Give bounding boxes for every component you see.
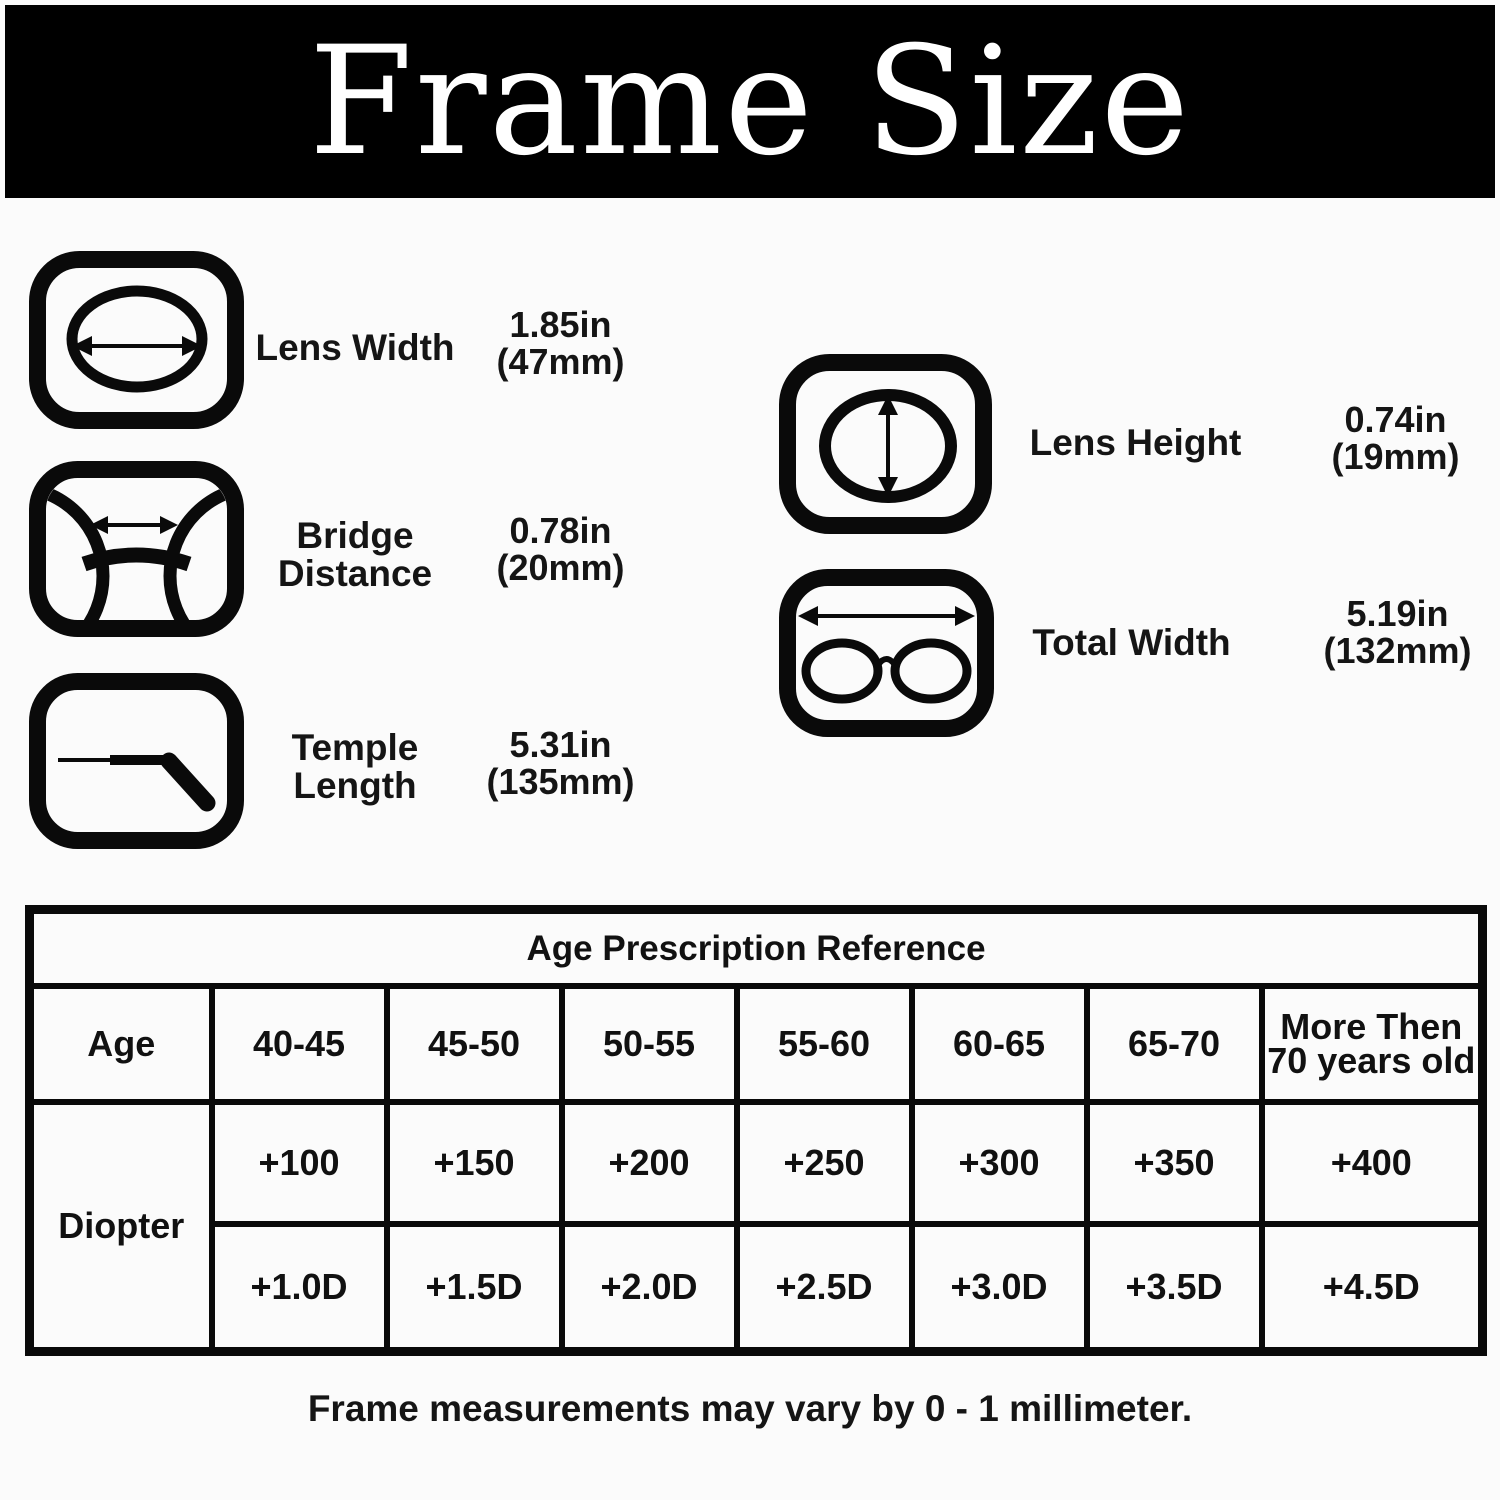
diopter-cell: +1.0D — [212, 1224, 387, 1352]
age-row-header: Age — [30, 986, 212, 1102]
diopter-cell: +200 — [562, 1102, 737, 1224]
age-cell: 65-70 — [1087, 986, 1262, 1102]
diopter-cell: +400 — [1262, 1102, 1483, 1224]
lens-height-value: 0.74in (19mm) — [1331, 399, 1460, 477]
age-cell: 50-55 — [562, 986, 737, 1102]
header-banner — [5, 5, 1495, 198]
lens-width-label: Lens Width — [255, 327, 455, 368]
diopter-cell: +2.0D — [562, 1224, 737, 1352]
diopter-row-header: Diopter — [30, 1102, 212, 1352]
diopter-cell: +1.5D — [387, 1224, 562, 1352]
bridge-distance-icon — [28, 460, 245, 638]
page-title: Frame Size — [308, 14, 1192, 189]
diopter-cell: +4.5D — [1262, 1224, 1483, 1352]
lens-height-label: Lens Height — [1029, 422, 1242, 463]
diopter-cell: +300 — [912, 1102, 1087, 1224]
temple-length-value: 5.31in (135mm) — [486, 724, 635, 802]
age-cell: 45-50 — [387, 986, 562, 1102]
diopter-cell: +150 — [387, 1102, 562, 1224]
diopter-cell: +3.5D — [1087, 1224, 1262, 1352]
diopter-cell: +2.5D — [737, 1224, 912, 1352]
age-cell-70plus: More Then 70 years old — [1262, 986, 1483, 1102]
lens-width-value: 1.85in (47mm) — [496, 304, 625, 382]
diopter-cell: +250 — [737, 1102, 912, 1224]
table-title: Age Prescription Reference — [30, 910, 1483, 987]
lens-width-icon — [28, 250, 245, 430]
total-width-value: 5.19in (132mm) — [1323, 593, 1472, 671]
total-width-icon — [778, 568, 995, 738]
measurement-disclaimer: Frame measurements may vary by 0 - 1 millimeter. — [307, 1388, 1193, 1429]
diopter-cell: +3.0D — [912, 1224, 1087, 1352]
age-prescription-table — [25, 905, 1487, 1356]
bridge-distance-value: 0.78in (20mm) — [496, 510, 625, 588]
total-width-label: Total Width — [1032, 622, 1231, 663]
diopter-cell: +100 — [212, 1102, 387, 1224]
temple-length-label: Temple Length — [291, 727, 419, 806]
age-cell: 40-45 — [212, 986, 387, 1102]
temple-length-icon — [28, 672, 245, 850]
lens-height-icon — [778, 353, 993, 535]
age-cell: 55-60 — [737, 986, 912, 1102]
age-cell: 60-65 — [912, 986, 1087, 1102]
bridge-distance-label: Bridge Distance — [277, 515, 433, 594]
diopter-cell: +350 — [1087, 1102, 1262, 1224]
